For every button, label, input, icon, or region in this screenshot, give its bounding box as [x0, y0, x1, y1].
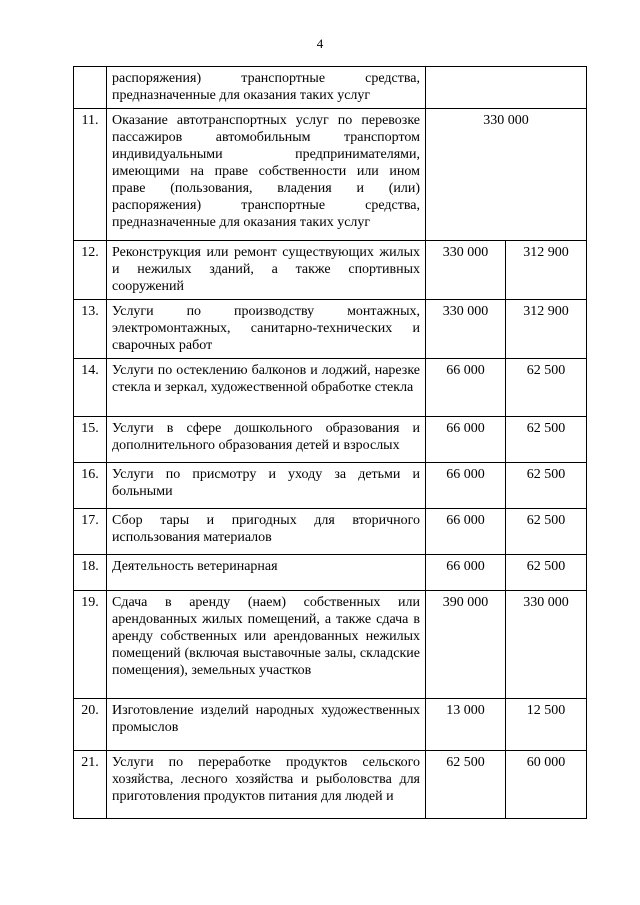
- row-number: 11.: [74, 109, 107, 241]
- table-row: [74, 509, 587, 555]
- table-row: [74, 417, 587, 463]
- activity-description: Деятельность ветеринарная: [107, 555, 426, 591]
- table-row: [74, 241, 587, 300]
- row-number: 14.: [74, 359, 107, 417]
- activity-description: Оказание автотранспортных услуг по перевозке пассажиров автомобильным транспортом индивидуальными предпринимателями, имеющими на праве собственности или ином праве (пользования, владения и (или) распоряжения) транспортные средства, предназначенные для оказания таких услуг: [107, 109, 426, 241]
- row-number: 20.: [74, 699, 107, 751]
- table-row: [74, 359, 587, 417]
- income-value-2: 312 900: [506, 300, 587, 359]
- row-number: [74, 67, 107, 109]
- row-number: 18.: [74, 555, 107, 591]
- table-body: [74, 67, 587, 819]
- table-row: [74, 109, 587, 241]
- activity-description: Услуги по остеклению балконов и лоджий, нарезке стекла и зеркал, художественной обработке стекла: [107, 359, 426, 417]
- income-value-1: 66 000: [426, 359, 506, 417]
- income-value-1: 66 000: [426, 417, 506, 463]
- income-value-1: 66 000: [426, 555, 506, 591]
- income-value-2: 312 900: [506, 241, 587, 300]
- income-value-merged: 330 000: [426, 109, 587, 241]
- income-value-1: 62 500: [426, 751, 506, 819]
- income-value-2: 330 000: [506, 591, 587, 699]
- row-number: 19.: [74, 591, 107, 699]
- table-row: [74, 699, 587, 751]
- income-value-2: 62 500: [506, 509, 587, 555]
- income-value-2: 62 500: [506, 463, 587, 509]
- income-value-merged: [426, 67, 587, 109]
- income-value-1: 13 000: [426, 699, 506, 751]
- page-number: 4: [316, 36, 324, 51]
- row-number: 15.: [74, 417, 107, 463]
- table-row: [74, 67, 587, 109]
- row-number: 13.: [74, 300, 107, 359]
- income-value-2: 62 500: [506, 417, 587, 463]
- activity-description: Услуги по переработке продуктов сельского хозяйства, лесного хозяйства и рыболовства для приготовления продуктов питания для людей и: [107, 751, 426, 819]
- activity-description: Сдача в аренду (наем) собственных или арендованных жилых помещений, а также сдача в аренду собственных или арендованных нежилых помещений (включая выставочные залы, складские помещения), земельных участков: [107, 591, 426, 699]
- income-value-2: 62 500: [506, 359, 587, 417]
- table-row: [74, 300, 587, 359]
- table-row: [74, 751, 587, 819]
- activity-description: Изготовление изделий народных художественных промыслов: [107, 699, 426, 751]
- income-value-1: 330 000: [426, 300, 506, 359]
- row-number: 21.: [74, 751, 107, 819]
- rates-table: [73, 66, 587, 819]
- activity-description: Услуги по производству монтажных, электромонтажных, санитарно-технических и сварочных работ: [107, 300, 426, 359]
- income-value-2: 62 500: [506, 555, 587, 591]
- income-value-1: 66 000: [426, 463, 506, 509]
- activity-description: Сбор тары и пригодных для вторичного использования материалов: [107, 509, 426, 555]
- income-value-2: 60 000: [506, 751, 587, 819]
- income-value-1: 390 000: [426, 591, 506, 699]
- activity-description: распоряжения) транспортные средства, предназначенные для оказания таких услуг: [107, 67, 426, 109]
- row-number: 12.: [74, 241, 107, 300]
- table-row: [74, 555, 587, 591]
- activity-description: Реконструкция или ремонт существующих жилых и нежилых зданий, а также спортивных сооружений: [107, 241, 426, 300]
- activity-description: Услуги в сфере дошкольного образования и дополнительного образования детей и взрослых: [107, 417, 426, 463]
- income-value-1: 66 000: [426, 509, 506, 555]
- income-value-2: 12 500: [506, 699, 587, 751]
- row-number: 17.: [74, 509, 107, 555]
- income-value-1: 330 000: [426, 241, 506, 300]
- activity-description: Услуги по присмотру и уходу за детьми и больными: [107, 463, 426, 509]
- table-row: [74, 463, 587, 509]
- table-row: [74, 591, 587, 699]
- row-number: 16.: [74, 463, 107, 509]
